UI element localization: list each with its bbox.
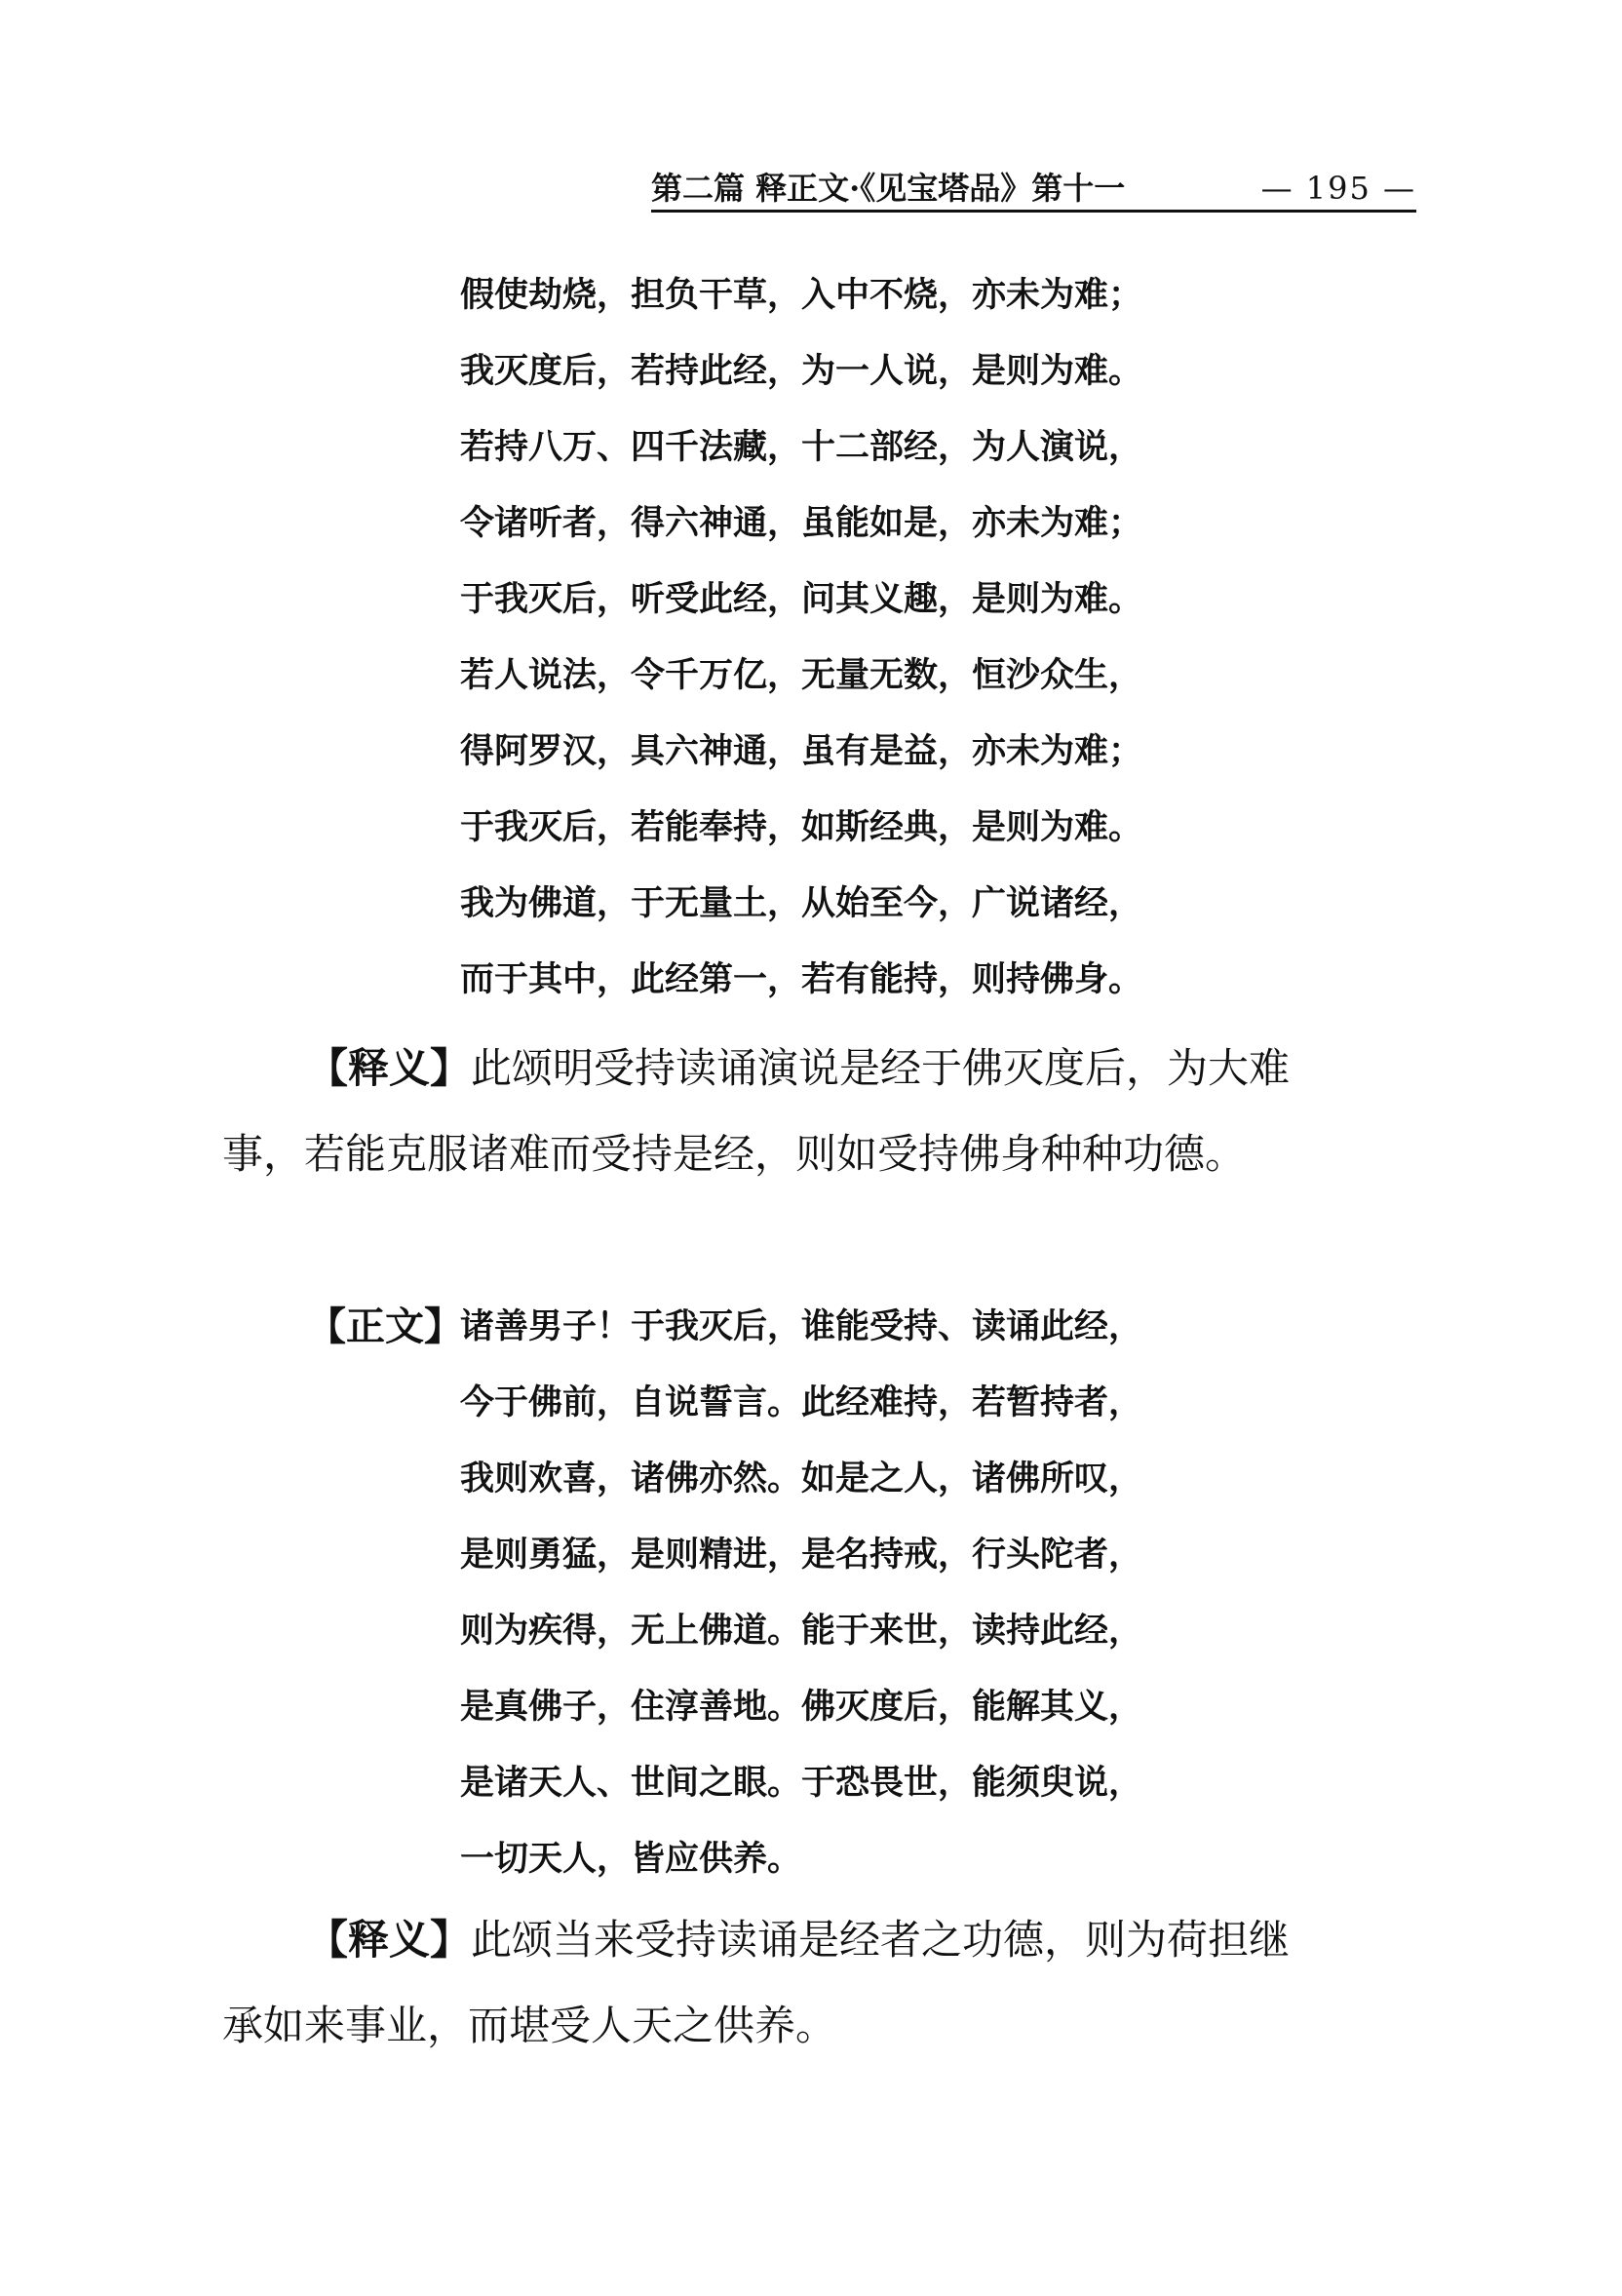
verse-line: 是诸天人、世间之眼。于恐畏世，能须臾说， — [460, 1764, 1143, 1803]
commentary-line: 承如来事业，而堪受人天之供养。 — [222, 2002, 837, 2049]
page-number: — 195 — — [1260, 170, 1416, 207]
verse-line: 我灭度后，若持此经，为一人说，是则为难。 — [460, 352, 1143, 391]
verse-line: 假使劫烧，担负干草，入中不烧，亦未为难； — [460, 276, 1143, 315]
verse-line: 是真佛子，住淳善地。佛灭度后，能解其义， — [460, 1688, 1143, 1727]
verse-line: 而于其中，此经第一，若有能持，则持佛身。 — [460, 960, 1143, 999]
verse-line: 一切天人，皆应供养。 — [460, 1840, 802, 1879]
commentary-line — [222, 1897, 1421, 1983]
verse-line: 于我灭后，听受此经，问其义趣，是则为难。 — [460, 580, 1143, 619]
verse-line: 若持八万、四千法藏，十二部经，为人演说， — [460, 428, 1143, 467]
header-title: 第二篇 释正文·《见宝塔品》第十一 — [651, 170, 1126, 207]
verse-line: 得阿罗汉，具六神通，虽有是益，亦未为难； — [460, 732, 1143, 771]
verse-block-1 — [460, 257, 1142, 1018]
commentary-text: 此颂明受持读诵演说是经于佛灭度后，为大难 — [471, 1044, 1291, 1092]
verse-line: 我则欢喜，诸佛亦然。如是之人，诸佛所叹， — [460, 1459, 1143, 1498]
verse-line: 令诸听者，得六神通，虽能如是，亦未为难； — [460, 504, 1143, 543]
commentary-paragraph-2 — [222, 1897, 1421, 2069]
commentary-text: 此颂当来受持读诵是经者之功德，则为荷担继 — [471, 1916, 1291, 1964]
scripture-label: 【正文】 — [307, 1304, 463, 1349]
verse-line: 若人说法，令千万亿，无量无数，恒沙众生， — [460, 656, 1143, 695]
verse-line: 于我灭后，若能奉持，如斯经典，是则为难。 — [460, 808, 1143, 847]
commentary-label: 【释义】 — [307, 1916, 472, 1964]
running-header — [651, 164, 1416, 213]
header-rule — [651, 210, 1416, 213]
commentary-label: 【释义】 — [307, 1044, 472, 1092]
verse-line: 是则勇猛，是则精进，是名持戒，行头陀者， — [460, 1536, 1143, 1575]
verse-line: 今于佛前，自说誓言。此经难持，若暂持者， — [460, 1383, 1143, 1422]
verse-block-2 — [460, 1289, 1142, 1897]
verse-line: 诸善男子！于我灭后，谁能受持、读诵此经， — [460, 1307, 1143, 1346]
verse-line: 则为疾得，无上佛道。能于来世，读持此经， — [460, 1612, 1143, 1651]
commentary-paragraph-1 — [222, 1026, 1421, 1197]
verse-line: 我为佛道，于无量土，从始至今，广说诸经， — [460, 884, 1143, 923]
commentary-line — [222, 1026, 1421, 1111]
commentary-line: 事，若能克服诸难而受持是经，则如受持佛身种种功德。 — [222, 1130, 1247, 1178]
